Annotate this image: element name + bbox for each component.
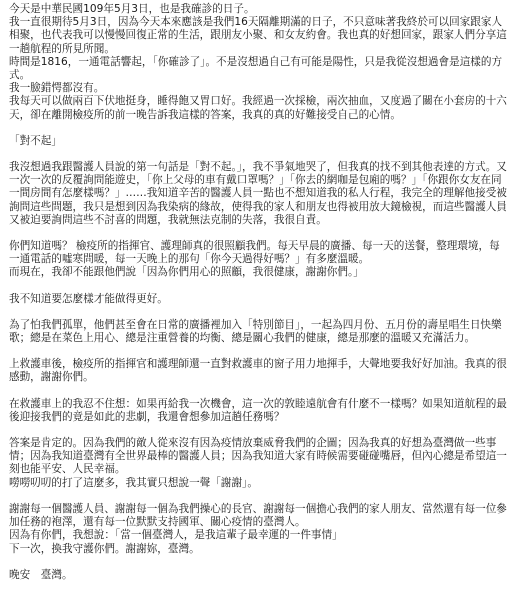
paragraph-say-thanks: 嘮嘮叨叨的打了這麼多，我其實只想說一聲「謝謝」。 <box>9 476 258 489</box>
paragraph-special-program: 為了怕我們孤單，他們甚至會在日常的廣播裡加入「特別節目」，一起為四月份、五月份的壽星唱生日快樂歌；總是在菜色上用心、總是注重營養的均衡、總是關心我們的健康，總是那麼的溫暖又充滿活力。 <box>9 318 502 345</box>
paragraph-thanks-unsaid: 而現在，我卻不能跟他們說「因為你們用心的照顧，我很健康，謝謝你們。」 <box>9 266 364 279</box>
paragraph-thank-everyone: 謝謝每一個醫護人員、謝謝每一個為我們操心的長官、謝謝每一個擔心我們的家人朋友、當然還有每一位參加任務的袍澤，還有每一位默默支持國軍、關心疫情的臺灣人。 <box>9 502 507 529</box>
paragraph-date: 今天是中華民國109年5月3日，也是我確診的日子。 <box>9 3 255 15</box>
closing-line: 晚安 臺灣。 <box>9 568 73 581</box>
paragraph-reflection: 在救護車上的我忍不住想：如果再給我一次機會，這一次的敦睦遠航會有什麼不一樣嗎？如果知道航程的最後迎接我們的竟是如此的悲劇，我還會想參加這趟任務嗎？ <box>9 397 507 423</box>
paragraph-health: 我每天可以做兩百下伏地挺身，睡得飽又胃口好。我經過一次採檢，兩次抽血，又度過了關在小套房的十六天，卻在離開檢疫所的前一晚告訴我這樣的答案，我真的真的好難接受自己的心情。 <box>9 95 507 121</box>
paragraph-expectation: 我一直很期待5月3日，因為今天本來應該是我們16天隔離期滿的日子，不只意味著我終於可以回家跟家人相聚，也代表我可以慢慢回復正常的生活，跟朋友小聚、和女友約會。我也真的好想回家，跟家人們分享這一趟航程的所見所聞。 <box>9 16 507 55</box>
paragraph-answer: 答案是肯定的。因為我們的敵人從來沒有因為疫情放棄威脅我們的企圖；因為我真的好想為臺灣做一些事情；因為我知道臺灣有全世界最棒的醫護人員；因為我知道大家有時候需要碰碰嘴唇，但內心總是希望這一刻也能平安、人民幸福。 <box>9 437 507 476</box>
paragraph-protect-you: 下一次，換我守護你們。謝謝妳，臺灣。 <box>9 542 200 555</box>
paragraph-quarantine-staff: 你們知道嗎？ 檢疫所的指揮官、護理師真的很照顧我們。每天早晨的廣播、每一天的送餐，整理環境，每一通電話的噓寒問暖，每一天晚上的那句「你今天過得好嗎？」有多麼溫暖。 <box>9 240 500 266</box>
paragraph-do-better: 我不知道要怎麼樣才能做得更好。 <box>9 292 168 305</box>
paragraph-phone-call: 時間是1816，一通電話響起，「你確診了」。不是沒想過自己有可能是陽性，只是我從沒想過會是這樣的方式。 <box>9 55 503 82</box>
paragraph-ambulance: 上救護車後，檢疫所的指揮官和護理師還一直對救護車的窗子用力地揮手，大聲地要我好好加油。我真的很感動，謝謝你們。 <box>9 358 507 384</box>
paragraph-lucky-taiwanese: 因為有你們，我想說：「當一個臺灣人，是我這輩子最幸運的一件事情」 <box>9 529 343 542</box>
quote-sorry: 「對不起」 <box>9 134 62 147</box>
paragraph-apology: 我沒想過我跟醫護人員說的第一句話是「對不起。」，我不爭氣地哭了，但我真的找不到其他表達的方式。又一次一次的反覆詢問能遊史，「你上父母的車有戴口罩嗎？」「你去的網咖是包廂的嗎？」「你跟你女友在同一間房間有怎麼樣嗎？」……我知道辛苦的醫護人員一點也不想知道我的私人行程，我完全的理解他接受被詢問這些問題，我只是想到因為我染病的緣故，使得我的家人和朋友也得被用放大鏡檢視，而這些醫護人員又被迫要詢問這些不討喜的問題，我就無法克制的失落，我很自責。 <box>9 161 507 226</box>
paragraph-shock: 我一臉錯愕都沒有。 <box>9 82 105 95</box>
